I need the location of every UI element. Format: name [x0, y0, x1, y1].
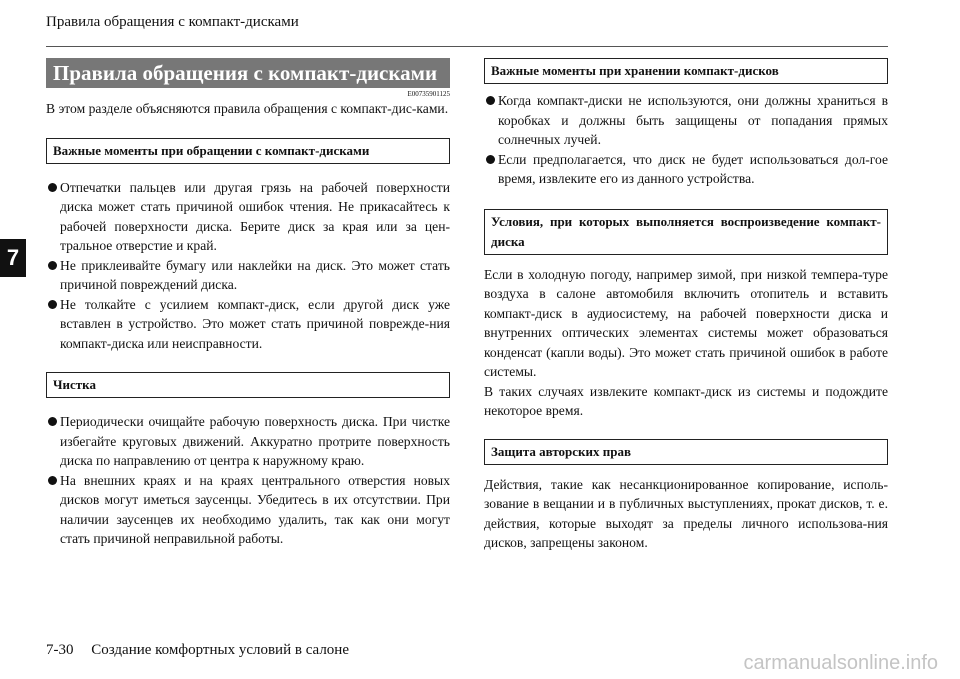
- watermark: carmanualsonline.info: [743, 652, 938, 674]
- list-item: Не приклеивайте бумагу или наклейки на диск. Это может стать причиной повреждений диска.: [46, 256, 450, 295]
- storage-heading: Важные моменты при хранении компакт-дисков: [484, 58, 888, 84]
- chapter-tab: 7: [0, 239, 26, 277]
- document-code: E00735901125: [407, 90, 450, 98]
- cleaning-heading: Чистка: [46, 372, 450, 398]
- playback-conditions-heading: Условия, при которых выполняется воспроизведение компакт-диска: [484, 209, 888, 255]
- left-column: [46, 58, 450, 549]
- playback-conditions-advice: В таких случаях извлеките компакт-диск из системы и подождите некоторое время.: [484, 383, 888, 418]
- list-item: Периодически очищайте рабочую поверхность диска. При чистке избегайте круговых движений. Аккуратно протрите поверхность диска по направлению от центра к наружному краю.: [46, 412, 450, 471]
- copyright-heading: Защита авторских прав: [484, 439, 888, 465]
- list-item: Если предполагается, что диск не будет использоваться дол-гое время, извлеките его из данного устройства.: [484, 150, 888, 189]
- page-footer: [46, 642, 349, 659]
- list-item: Не толкайте с усилием компакт-диск, если другой диск уже вставлен в устройство. Это может стать причиной поврежде-ния компакт-диска или неисправности.: [46, 295, 450, 354]
- header-rule: [46, 46, 888, 47]
- running-header: Правила обращения с компакт-дисками: [46, 14, 299, 30]
- copyright-text: Действия, такие как несанкционированное копирование, исполь-зование в вещании и в публичных выступлениях, прокат дисков, т. е. действия, которые выходят за пределы личного использова-ния дисков, запрещены законом.: [484, 476, 888, 550]
- storage-list: [484, 91, 888, 189]
- intro-text: В этом разделе объясняются правила обращения с компакт-дис-ками.: [46, 101, 449, 116]
- cleaning-list: [46, 412, 450, 549]
- handling-list: [46, 178, 450, 354]
- list-item: Отпечатки пальцев или другая грязь на рабочей поверхности диска может стать причиной ошибок чтения. Не прикасайтесь к рабочей поверхности диска. Берите диск за края или за цен-тральное отверстие и край.: [46, 178, 450, 256]
- playback-conditions-text: Если в холодную погоду, например зимой, при низкой темпера-туре воздуха в салоне автомобиля включить отопитель и вставить компакт-диск в аудиосистему, на рабочей поверхности диска и внутренних оптических элементах системы может образоваться конденсат (капли воды). Это может стать причиной ошибок в работе системы.: [484, 266, 888, 379]
- footer-section-title: Создание комфортных условий в салоне: [91, 642, 349, 658]
- list-item: На внешних краях и на краях центрального отверстия новых дисков могут иметься заусенцы. Убедитесь в их отсутствии. При наличии заусенцев их необходимо удалить, так как они могут стать причиной неправильной работы.: [46, 471, 450, 549]
- right-column: [484, 58, 888, 553]
- list-item: Когда компакт-диски не используются, они должны храниться в коробках и должны быть защищены от попадания прямых солнечных лучей.: [484, 91, 888, 150]
- section-title: Правила обращения с компакт-дисками: [46, 58, 450, 88]
- page-number: 7-30: [46, 642, 74, 658]
- handling-heading: Важные моменты при обращении с компакт-дисками: [46, 138, 450, 164]
